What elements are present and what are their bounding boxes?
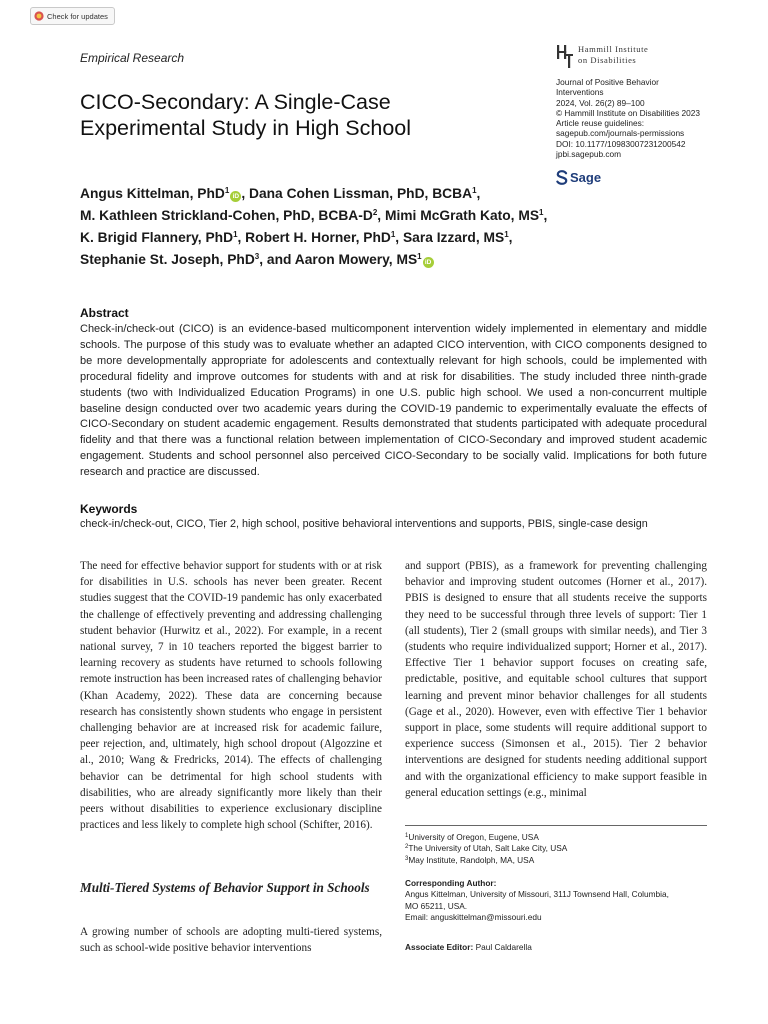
hammill-logo-icon — [556, 43, 574, 69]
check-for-updates-label: Check for updates — [47, 11, 108, 21]
publisher-name — [578, 44, 648, 66]
author-name: , Robert H. Horner, PhD — [237, 230, 391, 245]
corresponding-author-address: Angus Kittelman, University of Missouri, 311J Townsend Hall, Columbia, — [405, 889, 669, 900]
corresponding-author-email[interactable]: Email: anguskittelman@missouri.edu — [405, 912, 542, 923]
affiliation-item — [405, 843, 715, 854]
journal-website-link[interactable]: jpbi.sagepub.com — [556, 149, 622, 160]
author-separator: , — [476, 186, 481, 201]
body-column-1-paragraph: The need for effective behavior support for students with or at risk for disabilities in U.S. schools has never been greater. Recent studies suggest that the COVID-19 pandemic has only exacerbated the challenge of effectively preventing and addressing challenging student behavior (Hurwitz et al., 2022). For example, in a recent national survey, 7 in 10 teachers reported the biggest barrier to learning recovery as students have returned to schools following remote instruction has been increased rates of challenging behavior (Khan Academy, 2022). These data are concerning because research has consistently shown students who engage in persistent challenging behavior are at increased risk for academic failure, peer rejection, and, ultimately, high school dropout (Algozzine et al., 2010; Wang & Fredricks, 2014). The effects of challenging behavior can be detrimental for high school students with disabilities, who are already significantly more likely than their peers without disabilities to experience exclusionary discipline practices and less likely to complete high school (Schifter, 2016). — [80, 560, 382, 832]
author-name: M. Kathleen Strickland-Cohen, PhD, BCBA-D — [80, 208, 373, 223]
author-affiliation-mark: 1 — [417, 252, 422, 261]
author-name: , and Aaron Mowery, MS — [259, 252, 418, 267]
affiliations — [405, 832, 715, 866]
affiliation-item — [405, 855, 715, 866]
affiliation-mark: 1 — [405, 833, 409, 839]
author-name: , Dana Cohen Lissman, PhD, BCBA — [241, 186, 473, 201]
author-affiliation-mark: 3 — [254, 252, 260, 261]
associate-editor-name: Paul Caldarella — [475, 942, 532, 952]
affiliation-text: University of Oregon, Eugene, USA — [408, 832, 539, 842]
author-affiliation-mark: 1 — [504, 230, 509, 239]
doi-link[interactable]: DOI: 10.1177/10983007231200542 — [556, 138, 686, 149]
publisher-name-line2: on Disabilities — [578, 55, 637, 65]
author-line — [80, 183, 730, 205]
section-label: Empirical Research — [80, 51, 185, 65]
affiliation-mark: 3 — [405, 855, 409, 862]
abstract-text: Check-in/check-out (CICO) is an evidence-based multicomponent intervention widely implemented in elementary and middle schools. The purpose of this study was to evaluate whether an adapted CICO intervention, with CICO components designed to be more developmentally appropriate for adolescents and contextually relevant for high schools, could be implemented with procedural fidelity and improve outcomes for students with and at risk for disabilities. The study included three ninth-grade students (two with Individualized Education Programs) in one U.S. public high school. We used a non-concurrent multiple baseline design conducted over two academic years during the COVID-19 pandemic to experimentally evaluate the effects of CICO-Secondary on student academic engagement. Results demonstrated that students participated with adequate procedural fidelity and that there was a functional relation between implementation of CICO-Secondary and improved student academic engagement. Students and school personnel also perceived CICO-Secondary to be socially valid. Implications for both future research and practice are discussed. — [80, 323, 707, 479]
affiliation-text: May Institute, Randolph, MA, USA — [408, 854, 535, 865]
author-affiliation-mark: 2 — [372, 208, 378, 217]
article-title-line: Experimental Study in High School — [80, 116, 412, 140]
journal-info-line: Journal of Positive Behavior — [556, 77, 659, 87]
article-title-line: CICO-Secondary: A Single-Case — [80, 90, 391, 114]
author-affiliation-mark: 1 — [539, 208, 544, 217]
affiliation-text: The University of Utah, Salt Lake City, USA — [408, 843, 568, 854]
affiliation-item — [405, 832, 715, 843]
section-subheading: Multi-Tiered Systems of Behavior Support in Schools — [80, 880, 370, 895]
author-separator: , — [508, 230, 513, 245]
affiliation-mark: 2 — [405, 844, 409, 851]
check-for-updates-badge[interactable] — [30, 7, 115, 25]
author-separator: , — [543, 208, 548, 223]
author-name: K. Brigid Flannery, PhD — [80, 230, 234, 245]
author-name: Angus Kittelman, PhD — [80, 186, 225, 201]
keywords-heading: Keywords — [80, 502, 138, 516]
body-column-2-paragraph: and support (PBIS), as a framework for preventing challenging behavior and improving student outcomes (Horner et al., 2017). PBIS is designed to ensure that all students receive the supports they need to be successful through three levels of support: Tier 1 (all students), Tier 2 (small groups with similar needs), and Tier 3 (students who require individualized support; Horner et al., 2017). Effective Tier 1 behavior support focuses on creating safe, predictable, positive, and equitable school cultures that support learning and prevent minor behavior challenges for all students (Gage et al., 2020). However, even with effective Tier 1 behavior support in place, some students will require additional support to experience success (Simonsen et al., 2015). Tier 2 behavior interventions are designed for students needing additional support and with the organizational efficiency to make support feasible in general education settings (e.g., minimal — [405, 560, 707, 799]
publisher-logo — [556, 43, 716, 73]
corresponding-author — [405, 878, 715, 924]
author-affiliation-mark: 1 — [224, 186, 230, 195]
author-line — [80, 205, 730, 227]
author-line — [80, 227, 730, 249]
author-affiliation-mark: 1 — [472, 186, 477, 195]
journal-info — [556, 77, 756, 159]
journal-info-line: 2024, Vol. 26(2) 89–100 — [556, 97, 645, 108]
body-column-1-paragraph-2: A growing number of schools are adopting multi-tiered systems, such as school-wide positive behavior interventions — [80, 926, 382, 955]
author-name: , Mimi McGrath Kato, MS — [377, 208, 540, 223]
author-name: , Sara Izzard, MS — [395, 230, 505, 245]
sage-label: Sage — [570, 170, 602, 185]
author-affiliation-mark: 1 — [390, 230, 396, 239]
journal-info-line: Interventions — [556, 87, 604, 98]
author-name: Stephanie St. Joseph, PhD — [80, 252, 255, 267]
article-title — [80, 89, 540, 141]
journal-info-line: © Hammill Institute on Disabilities 2023 — [556, 107, 700, 118]
footnote-divider — [405, 825, 707, 826]
journal-info-line: Article reuse guidelines: — [556, 118, 645, 129]
author-line — [80, 249, 730, 271]
corresponding-author-heading: Corresponding Author: — [405, 878, 497, 888]
orcid-icon[interactable]: iD — [230, 191, 241, 202]
author-affiliation-mark: 1 — [233, 230, 238, 239]
orcid-icon[interactable]: iD — [423, 257, 434, 268]
publisher-name-line1: Hammill Institute — [578, 44, 649, 54]
author-list — [80, 183, 730, 271]
associate-editor — [405, 942, 715, 952]
check-for-updates-icon — [34, 11, 44, 21]
abstract-heading: Abstract — [80, 306, 129, 320]
corresponding-author-address: MO 65211, USA. — [405, 900, 468, 911]
associate-editor-label: Associate Editor: — [405, 942, 474, 952]
journal-permissions-link[interactable]: sagepub.com/journals-permissions — [556, 128, 685, 139]
keywords-text: check-in/check-out, CICO, Tier 2, high school, positive behavioral interventions and supports, PBIS, single-case design — [80, 518, 648, 530]
